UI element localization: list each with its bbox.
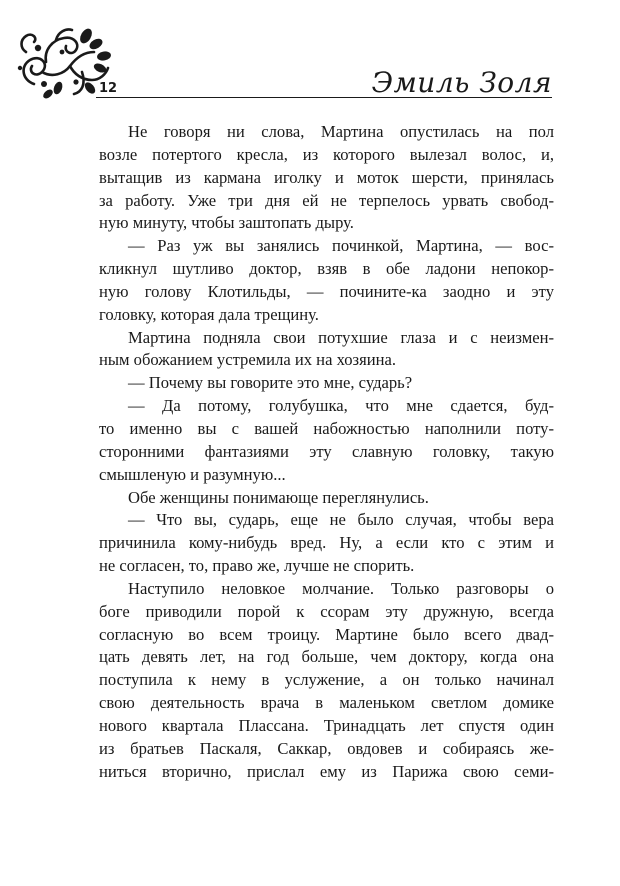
text-line: сторонними фантазиями эту славную головку, такую [99,441,554,461]
text-line: ным обожанием устремила их на хозяина. [99,350,397,370]
text-line: ную голову Клотильды, — почините-ка заодно и эту [99,281,554,301]
text-line: ниться вторично, прислал ему из Парижа свою семи- [99,761,554,781]
text-line: причинила кому-нибудь вред. Ну, а если кто с этим и [99,533,554,553]
text-line: Не говоря ни слова, Мартина опустилась на пол [128,122,554,141]
body-text [99,121,554,783]
text-line: то именно вы с вашей набожностью наполнили поту- [99,418,554,438]
header-rule [96,97,552,98]
text-line: цать девять лет, на год больше, чем доктору, когда она [99,647,554,667]
text-line: Мартина подняла свои потухшие глаза и с неизмен- [128,327,554,347]
text-line: — Раз уж вы занялись починкой, Мартина, — вос- [128,236,554,256]
text-line: — Да потому, голубушка, что мне сдается, буд- [128,396,554,416]
text-line: за работу. Уже три дня ей не терпелось урвать свобод- [99,190,554,210]
text-line: из братьев Паскаля, Саккар, овдовев и собираясь же- [99,738,554,758]
text-line: головку, которая дала трещину. [99,304,319,324]
text-line: не согласен, то, право же, лучше не спорить. [99,556,415,576]
text-line: нового квартала Плассана. Тринадцать лет спустя один [99,715,554,735]
text-line: боге приводили порой к ссорам эту дружную, всегда [99,601,554,621]
text-line: вытащив из кармана иголку и моток шерсти, принялась [99,167,554,187]
text-line: — Что вы, сударь, еще не было случая, чтобы вера [128,510,554,530]
text-line: свою деятельность врача в маленьком светлом домике [99,693,554,713]
running-head-author: Эмиль Золя [371,66,552,99]
text-line: согласную во всем троицу. Мартине было всего двад- [99,624,554,644]
text-line: Обе женщины понимающе переглянулись. [128,487,429,507]
text-line: Наступило неловкое молчание. Только разговоры о [128,578,554,598]
page-number: 12 [99,81,118,96]
text-line: кликнул шутливо доктор, взяв в обе ладони непокор- [99,259,554,279]
text-line: возле потертого кресла, из которого вылезал волос, и, [99,144,554,164]
text-line: поступила к нему в услужение, а он только начинал [99,670,554,690]
text-line: смышленую и разумную... [99,464,286,484]
text-line: — Почему вы говорите это мне, сударь? [128,373,413,393]
text-line: ную минуту, чтобы заштопать дыру. [99,213,354,233]
